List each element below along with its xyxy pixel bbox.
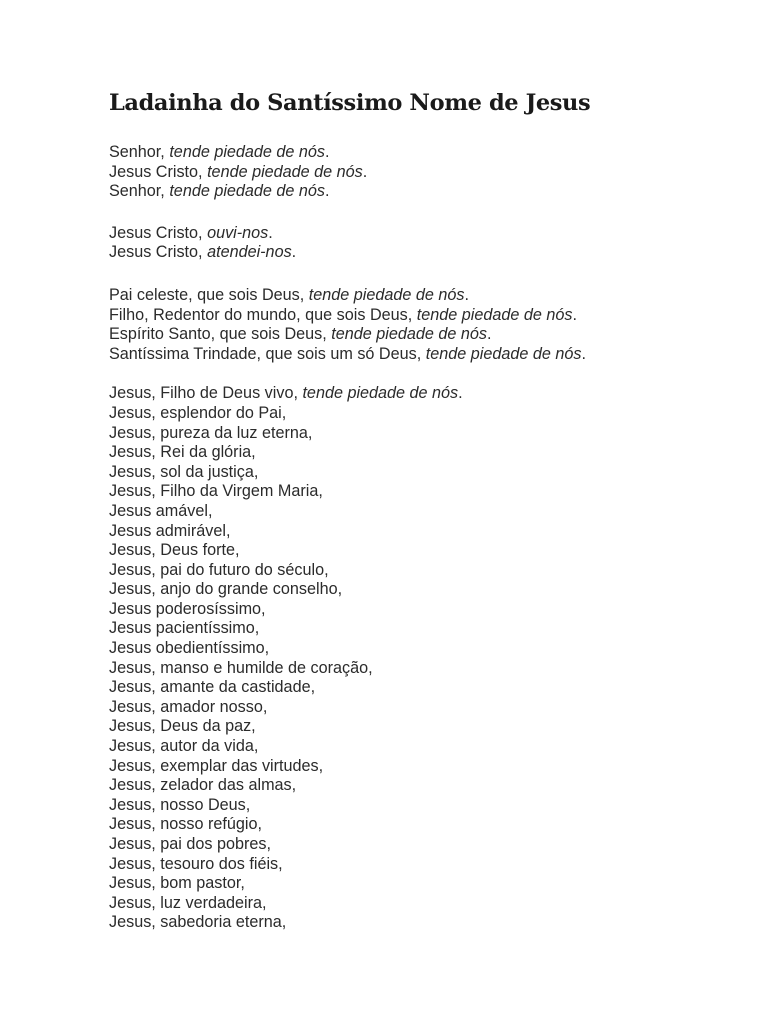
litany-body [109, 143, 749, 955]
invocation-text: Jesus, Filho de Deus vivo, [109, 384, 303, 403]
line-end-punctuation: . [325, 143, 330, 161]
line-end-punctuation: . [325, 182, 330, 201]
invocation-text: Jesus obedientíssimo, [109, 639, 270, 658]
invocation-text: Senhor, [109, 182, 170, 201]
litany-line [109, 855, 749, 875]
invocation-text: Jesus amável, [109, 501, 213, 520]
invocation-text: Jesus Cristo, [109, 223, 208, 242]
litany-line [109, 639, 749, 659]
response-text: tende piedade de nós [169, 143, 326, 161]
litany-line [109, 345, 749, 365]
invocation-text: Jesus, exemplar das virtudes, [109, 756, 324, 775]
invocation-text: Santíssima Trindade, que sois um só Deus, [109, 344, 426, 363]
invocation-text: Jesus, esplendor do Pai, [109, 403, 287, 422]
litany-line [109, 286, 749, 306]
invocation-text: Jesus, luz verdadeira, [109, 893, 267, 912]
response-text: tende piedade de nós [416, 305, 573, 324]
invocation-text: Jesus, pai do futuro do século, [109, 560, 329, 579]
response-text: tende piedade de nós [302, 384, 459, 403]
litany-line [109, 815, 749, 835]
invocation-text: Jesus Cristo, [109, 243, 208, 262]
stanza [109, 286, 749, 364]
stanza [109, 224, 749, 263]
line-end-punctuation: . [572, 305, 577, 324]
response-text: ouvi-nos [207, 223, 269, 242]
litany-line [109, 541, 749, 561]
invocation-text: Jesus, Deus forte, [109, 541, 240, 560]
line-end-punctuation: . [581, 344, 586, 363]
invocation-text: Jesus, autor da vida, [109, 737, 259, 756]
litany-line [109, 443, 749, 463]
invocation-text: Jesus, Filho da Virgem Maria, [109, 482, 323, 501]
invocation-text: Jesus, Rei da glória, [109, 443, 256, 462]
invocation-text: Senhor, [109, 143, 170, 161]
invocation-text: Jesus, sol da justiça, [109, 462, 259, 481]
litany-line [109, 580, 749, 600]
invocation-text: Pai celeste, que sois Deus, [109, 285, 309, 304]
invocation-text: Jesus, pai dos pobres, [109, 835, 271, 853]
invocation-text: Jesus, zelador das almas, [109, 776, 297, 795]
litany-line [109, 143, 749, 163]
litany-line [109, 796, 749, 816]
line-end-punctuation: . [291, 243, 297, 262]
line-end-punctuation: . [268, 223, 273, 242]
litany-line [109, 757, 749, 777]
litany-line [109, 913, 749, 933]
invocation-text: Jesus, pureza da luz eterna, [109, 423, 313, 442]
invocation-text: Jesus, amador nosso, [109, 697, 268, 716]
invocation-text: Jesus pacientíssimo, [109, 619, 260, 638]
line-end-punctuation: . [486, 325, 492, 344]
litany-line [109, 384, 749, 404]
response-text: atendei-nos [207, 243, 292, 262]
line-end-punctuation: . [362, 162, 368, 181]
invocation-text: Filho, Redentor do mundo, que sois Deus, [109, 305, 417, 324]
litany-line [109, 600, 749, 620]
litany-line [109, 874, 749, 894]
litany-line [109, 306, 749, 326]
stanza [109, 384, 749, 933]
invocation-text: Jesus, sabedoria eterna, [109, 913, 287, 932]
invocation-text: Jesus poderosíssimo, [109, 599, 266, 618]
litany-line [109, 404, 749, 424]
invocation-text: Jesus, manso e humilde de coração, [109, 658, 373, 677]
litany-line [109, 737, 749, 757]
invocation-text: Jesus, nosso refúgio, [109, 815, 262, 834]
invocation-text: Jesus, anjo do grande conselho, [109, 580, 343, 599]
litany-line [109, 561, 749, 581]
invocation-text: Jesus, nosso Deus, [109, 795, 251, 814]
litany-line [109, 659, 749, 679]
litany-line [109, 163, 749, 183]
litany-line [109, 894, 749, 914]
page-title: Ladainha do Santíssimo Nome de Jesus [109, 90, 591, 116]
response-text: tende piedade de nós [169, 182, 326, 201]
litany-line [109, 182, 749, 202]
litany-line [109, 835, 749, 855]
litany-line [109, 717, 749, 737]
litany-line [109, 502, 749, 522]
litany-line [109, 698, 749, 718]
response-text: tende piedade de nós [425, 344, 582, 363]
line-end-punctuation: . [458, 384, 463, 403]
litany-line [109, 776, 749, 796]
response-text: tende piedade de nós [207, 162, 363, 181]
line-end-punctuation: . [464, 285, 469, 304]
invocation-text: Jesus, Deus da paz, [109, 717, 256, 736]
litany-line [109, 224, 749, 244]
invocation-text: Jesus admirável, [109, 521, 231, 540]
litany-line [109, 243, 749, 263]
invocation-text: Jesus, bom pastor, [109, 874, 245, 893]
stanza [109, 143, 749, 202]
litany-line [109, 522, 749, 542]
response-text: tende piedade de nós [308, 285, 465, 304]
litany-line [109, 482, 749, 502]
invocation-text: Espírito Santo, que sois Deus, [109, 325, 332, 344]
litany-line [109, 678, 749, 698]
invocation-text: Jesus Cristo, [109, 162, 208, 181]
litany-line [109, 619, 749, 639]
invocation-text: Jesus, amante da castidade, [109, 678, 316, 697]
litany-line [109, 325, 749, 345]
invocation-text: Jesus, tesouro dos fiéis, [109, 854, 283, 873]
litany-line [109, 463, 749, 483]
litany-line [109, 424, 749, 444]
response-text: tende piedade de nós [331, 325, 487, 344]
